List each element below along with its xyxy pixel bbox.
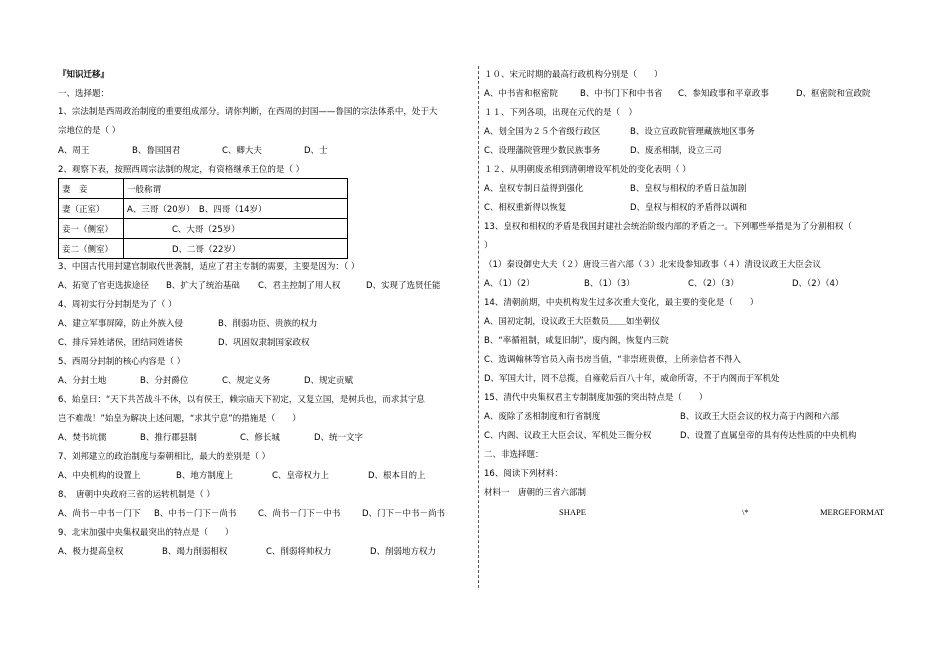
option: B、分封爵位 [140,376,189,386]
right-column [484,70,904,519]
field-code: MERGEFORMAT [820,507,885,517]
table-row [59,239,348,259]
table-cell: 一般称谓 [124,179,348,199]
q16-material: 材料一 唐朝的三省六部制 [484,488,587,498]
option: C、削弱将帅权力 [266,547,332,557]
option: C、（2）（3） [688,279,739,289]
table-cell: C、大哥（25岁） [124,219,348,239]
q12-options-2 [484,203,904,213]
column-divider [478,66,479,588]
succession-table [58,178,348,259]
option: C、尚书－门下－中书 [258,509,341,519]
q15-options [484,412,904,422]
section-heading: 一、选择题： [58,89,110,99]
table-row [59,179,348,199]
q16-stem: 16、阅读下列材料： [484,469,563,479]
q6-options [58,433,476,443]
q10-stem: １０、宋元时期的最高行政机构分别是（ ） [484,70,663,80]
option: B、竭力削弱相权 [162,547,228,557]
q3-stem: 3、中国古代用封建官制取代世袭制，适应了君主专制的需要，主要是因为：（ ） [58,262,360,272]
option: A、划全国为２５个省级行政区 [484,127,601,137]
q13-stem: 13、皇权和相权的矛盾是我国封建社会统治阶级内部的矛盾之一。下列哪些举措是为了分割相权（ [484,222,852,232]
q1-stem-cont: 宗地位的是（ ） [58,126,121,136]
option: D、废丞相制，设立三司 [630,146,722,156]
option: C、修长城 [240,433,280,443]
option: D、规定贡赋 [304,376,354,386]
q9-stem: 9、北宋加强中央集权最突出的特点是（ ） [58,528,234,538]
option: B、削弱功臣、贵族的权力 [218,319,318,329]
option: C、规定义务 [222,376,271,386]
q4-options-2 [58,338,476,348]
option: C、君主控制了用人权 [258,281,341,291]
option: B、推行郡县制 [140,433,197,443]
option: A、中书省和枢密院 [484,89,558,99]
option: B、中书－门下－尚书 [154,509,237,519]
table-cell: A、三哥（20岁） B、四哥（14岁） [124,199,348,219]
q12-options [484,184,904,194]
table-row [59,219,348,239]
q14-stem: 14、清朝前期，中央机构发生过多次重大变化，最主要的变化是（ ） [484,298,759,308]
option: A、废除了丞相制度和行省制度 [484,412,601,422]
q11-stem: １１、下列各项，出现在元代的是（ ） [484,108,638,118]
section-title: 『知识迁移』 [58,70,110,80]
table-cell: D、二哥（22岁） [124,239,348,259]
q6-stem: 6、始皇曰：“天下共苦战斗不休，以有侯王，赖宗庙天下初定，又复立国，是树兵也，而求其宁息 [58,395,425,405]
option: B、议政王大臣会议的权力高于内阁和六部 [680,412,839,422]
q12-stem: １２、从明朝废丞相到清朝增设军机处的变化表明（ ） [484,165,691,175]
q14-option-c: C、选调翰林等官员入南书房当值，“非崇班贵僚，上所亲信者不得入 [484,355,741,365]
option: A、分封土地 [58,376,107,386]
q13-stem-cont: ） [484,241,493,251]
q9-options [58,547,476,557]
q10-options [484,89,904,99]
option: C、内阁、议政王大臣会议、军机处三衙分权 [484,431,652,441]
q15-options-2 [484,431,904,441]
option: B、设立宣政院管理藏族地区事务 [630,127,755,137]
option: C、皇帝权力上 [272,471,329,481]
q11-options-2 [484,146,904,156]
table-row [59,199,348,219]
table-cell: 妾二（侧室） [59,239,124,259]
q2-stem: 2、观察下表，按照西周宗法制的规定，有资格继承王位的是（ ） [58,165,305,175]
q13-items: （1）秦设御史大夫（２）唐设三省六部（３）北宋设参知政事（４）清设议政王大臣会议 [484,260,821,270]
option: D、设置了直属皇帝的具有传达性质的中央机构 [680,431,857,441]
option: A、（1）（2） [484,279,535,289]
q4-stem: 4、周初实行分封制是为了（ ） [58,300,177,310]
option: B、扩大了统治基础 [166,281,240,291]
q5-options [58,376,476,386]
q1-options [58,146,476,156]
option: A、拓宽了官吏选拔途径 [58,281,149,291]
left-column [58,70,476,557]
option: C、设理藩院管理少数民族事务 [484,146,601,156]
q11-options [484,127,904,137]
q4-options [58,319,476,329]
option: C、相权重新得以恢复 [484,203,567,213]
option: D、（2）（4） [792,279,844,289]
option: D、统一文字 [314,433,364,443]
option: C、参知政事和平章政事 [678,89,769,99]
q14-option-d: D、军国大计，罔不总揽，自雍乾后百八十年，威命所寄，不于内阁而于军机处 [484,374,780,384]
q8-stem: 8、 唐朝中央政府三省的运转机制是（ ） [58,490,215,500]
q3-options [58,281,476,291]
table-cell: 妻 妾 [59,179,124,199]
q7-options [58,471,476,481]
q5-stem: 5、西周分封制的核心内容是（ ） [58,357,186,367]
option: B、（1）（3） [584,279,635,289]
option: B、地方制度上 [176,471,233,481]
option: D、实现了选贤任能 [366,281,441,291]
table-cell: 妾一（侧室） [59,219,124,239]
q15-stem: 15、清代中央集权君主专制制度加强的突出特点是（ ） [484,393,708,403]
option: D、皇权与相权的矛盾得以调和 [630,203,748,213]
q14-option-b: B、“率循祖制，咸复旧制”，废内阁，恢复内三院 [484,336,669,346]
q7-stem: 7、刘邦建立的政治制度与秦朝相比，最大的差别是（ ） [58,452,271,462]
option: D、削弱地方权力 [370,547,437,557]
option: D、士 [304,146,328,156]
option: A、极力提高皇权 [58,547,124,557]
option: A、周王 [58,146,90,156]
q14-option-a: A、国初定制，设议政王大臣数员＿＿如坐朝仪 [484,317,660,327]
q6-stem-cont: 岂不难哉！”始皇为解决上述问题，“求其宁息”的措施是（ ） [58,414,301,424]
option: D、门下－中书－尚书 [362,509,446,519]
option: D、巩固奴隶制国家政权 [218,338,310,348]
option: B、鲁国国君 [132,146,181,156]
option: A、建立军事屏障，防止外族入侵 [58,319,183,329]
option: B、皇权与相权的矛盾日益加剧 [630,184,747,194]
option: A、中央机构的设置上 [58,471,141,481]
q1-stem: 1、宗法制是西周政治制度的重要组成部分。请你判断，在西周的封国——鲁国的宗法体系中，处于大 [58,107,438,117]
option: A、尚书－中书－门下 [58,509,141,519]
option: C、排斥异姓诸侯，团结同姓诸侯 [58,338,183,348]
field-code: SHAPE [559,507,586,517]
field-code-placeholder [484,507,904,519]
option: D、枢密院和宣政院 [796,89,871,99]
option: B、中书门下和中书省 [580,89,663,99]
option: A、皇权专制日益得到强化 [484,184,584,194]
section-heading: 二、非选择题： [484,450,544,460]
q8-options [58,509,476,519]
option: C、卿大夫 [222,146,262,156]
option: A、焚书坑儒 [58,433,107,443]
q13-options [484,279,904,289]
table-cell: 妻（正室） [59,199,124,219]
field-code: \* [742,507,749,517]
option: D、根本目的上 [368,471,426,481]
